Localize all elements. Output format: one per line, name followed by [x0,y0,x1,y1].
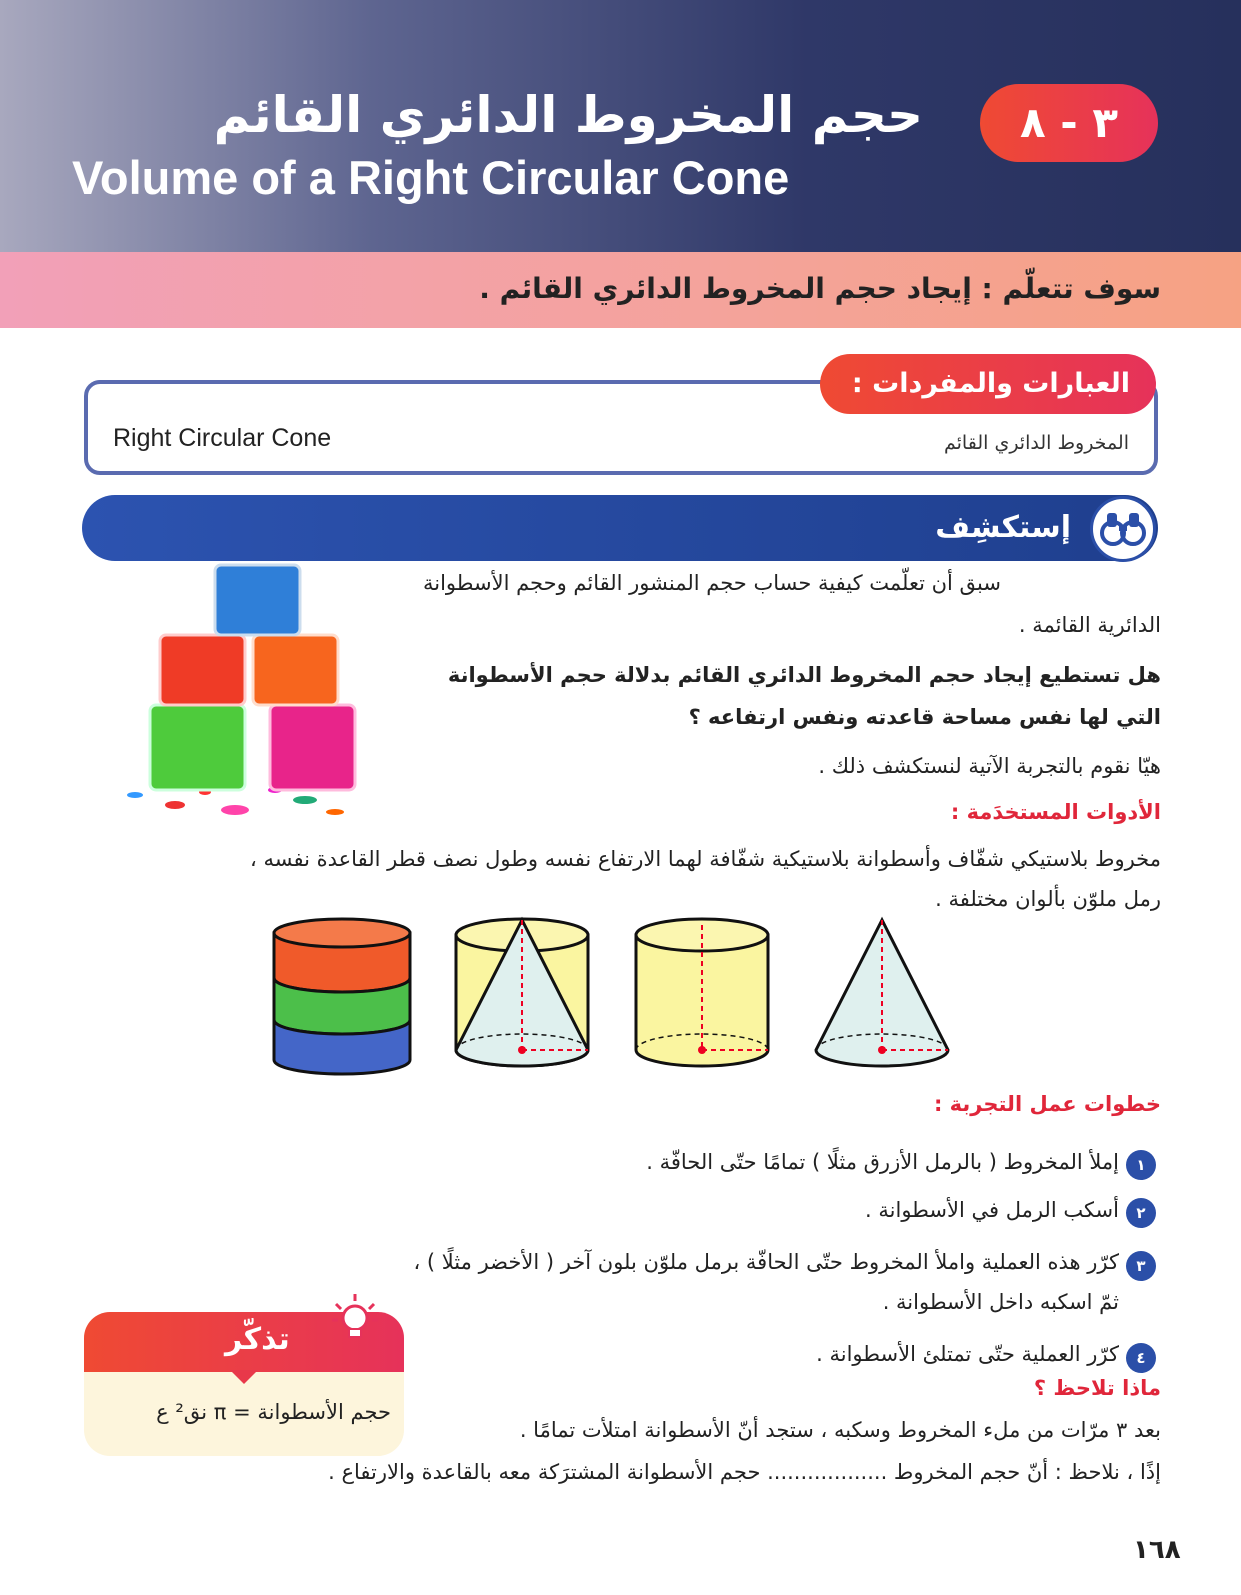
empty-cylinder-diagram [636,919,768,1066]
step-number-4: ٤ [1126,1343,1156,1373]
observe-heading: ماذا تلاحظ ؟ [1033,1376,1161,1400]
step-number-2: ٢ [1126,1198,1156,1228]
observe-line1: بعد ٣ مرّات من ملء المخروط وسكبه ، ستجد أنّ الأسطوانة امتلأت تمامًا . [519,1418,1161,1442]
learn-objective-text: سوف تتعلّم : إيجاد حجم المخروط الدائري القائم . [479,272,1161,305]
explore-paragraph-line2: الدائرية القائمة . [1018,613,1161,637]
page-title-english: Volume of a Right Circular Cone [72,151,790,204]
steps-heading: خطوات عمل التجربة : [933,1092,1161,1116]
lightbulb-icon [330,1292,380,1348]
vocabulary-term-arabic: المخروط الدائري القائم [944,432,1129,454]
remember-formula: حجم الأسطوانة = π نق² ع [156,1400,391,1424]
step-number-1: ١ [1126,1150,1156,1180]
step-3-text-line1: كرّر هذه العملية واملأ المخروط حتّى الحافّة برمل ملوّن بلون آخر ( الأخضر مثلًا ) ، [413,1250,1119,1274]
cone-inside-cylinder-diagram [456,919,588,1066]
explore-question-line2: التي لها نفس مساحة قاعدته ونفس ارتفاعه ؟ [688,705,1161,729]
tools-line2: رمل ملوّن بألوان مختلفة . [935,887,1161,911]
step-3-text-line2: ثمّ اسكبه داخل الأسطوانة . [882,1290,1119,1314]
cone-diagram [816,920,948,1066]
lesson-number-badge: ٣ - ٨ [980,84,1158,162]
explore-paragraph-2: هيّا نقوم بالتجربة الآتية لنستكشف ذلك . [818,754,1161,778]
cone-cylinder-diagrams [270,915,970,1090]
explore-section-title: إستكشِف [935,510,1071,545]
vocabulary-label: العبارات والمفردات : [820,354,1156,414]
page-title-arabic: حجم المخروط الدائري القائم [213,86,923,144]
step-2-text: أسكب الرمل في الأسطوانة . [865,1198,1119,1222]
observe-line2: إذًا ، نلاحظ : أنّ حجم المخروط .................. حجم الأسطوانة المشترَكة معه بالقاعدة والارتفاع . [328,1460,1161,1484]
page-number: ١٦٨ [1133,1535,1181,1565]
step-number-3: ٣ [1126,1251,1156,1281]
step-4-text: كرّر العملية حتّى تمتلئ الأسطوانة . [816,1342,1119,1366]
tools-line1: مخروط بلاستيكي شفّاف وأسطوانة بلاستيكية شفّافة لهما الارتفاع نفسه وطول نصف قطر القاعدة نفسه ، [250,847,1161,871]
remember-pointer [230,1370,258,1384]
play-dough-jars-image [95,560,365,825]
tools-heading: الأدوات المستخدَمة : [950,800,1161,824]
binoculars-icon [1090,496,1156,562]
vocabulary-term-english: Right Circular Cone [113,424,332,452]
filled-cylinder-diagram [274,919,410,1074]
step-1-text: إملأ المخروط ( بالرمل الأزرق مثلًا ) تمامًا حتّى الحافّة . [646,1150,1119,1174]
remember-title: تذكّر [225,1322,290,1357]
explore-paragraph-line1: سبق أن تعلّمت كيفية حساب حجم المنشور القائم وحجم الأسطوانة [422,571,1001,595]
explore-question-line1: هل تستطيع إيجاد حجم المخروط الدائري القائم بدلالة حجم الأسطوانة [447,663,1161,687]
